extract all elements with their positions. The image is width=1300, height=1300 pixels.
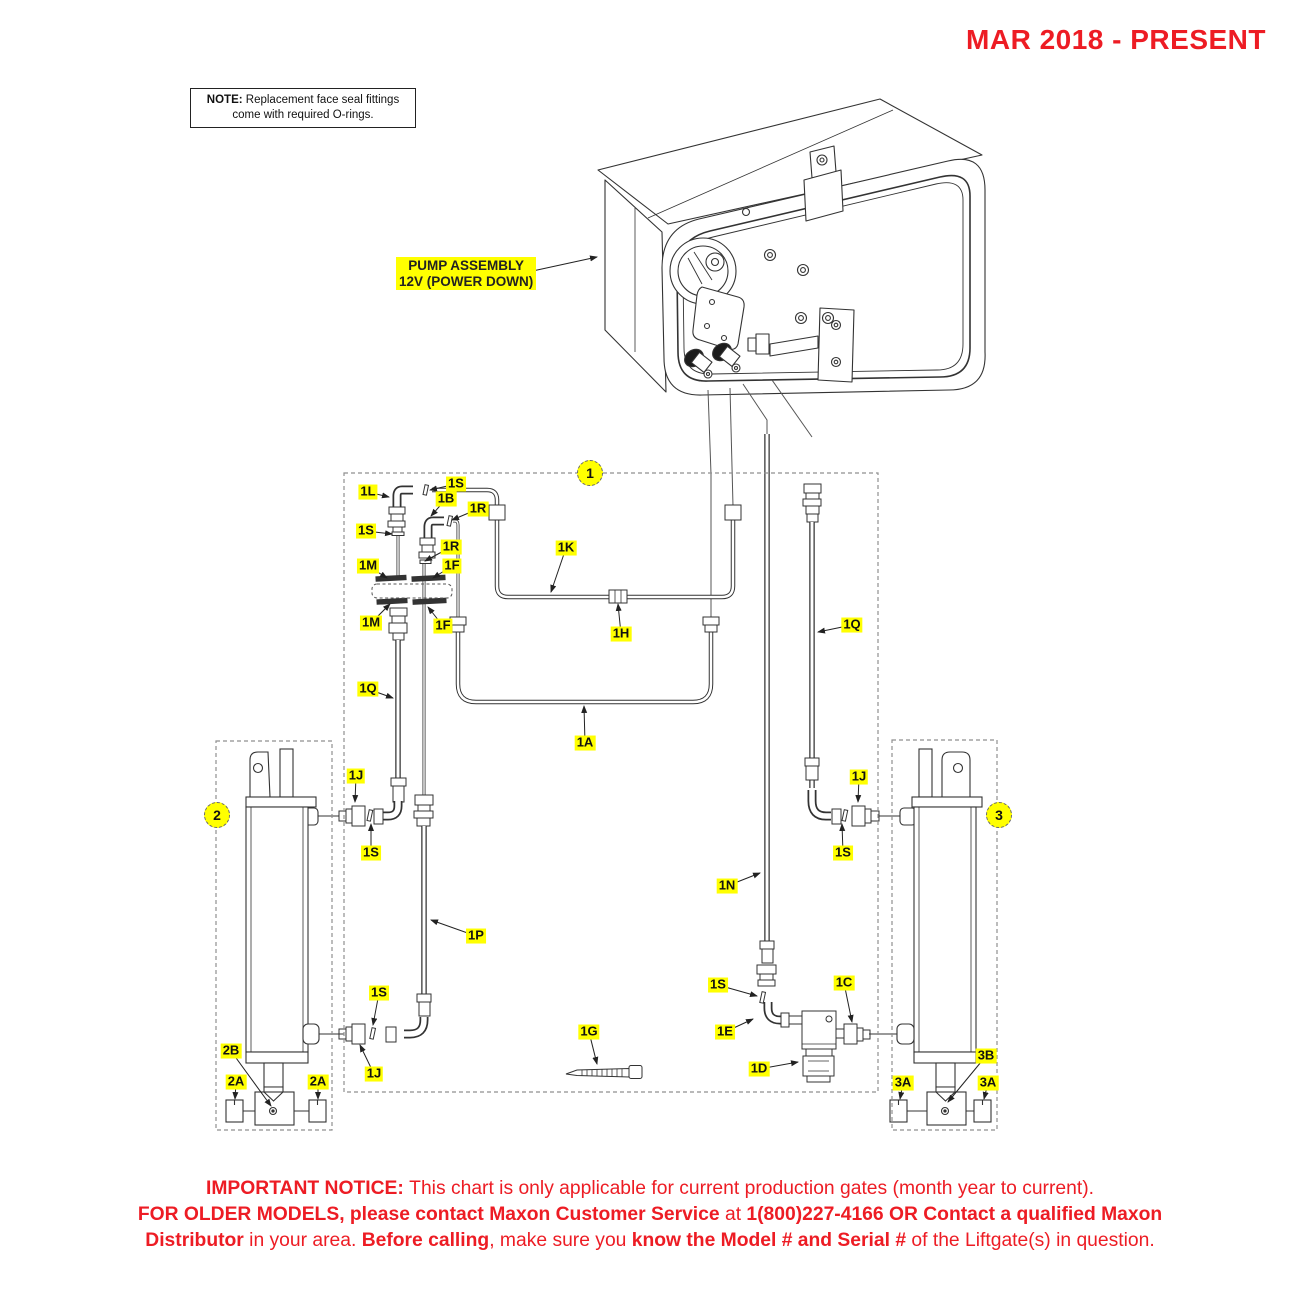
pump-assembly-drawing (598, 99, 985, 395)
callout-label-1S: 1S (448, 475, 464, 491)
callout-label-2B: 2B (222, 1042, 240, 1058)
hose-kit-drawing (317, 434, 902, 1082)
callout-label-2A: 2A (227, 1073, 245, 1089)
callout-label-1S: 1S (363, 844, 379, 860)
pump-assembly-label (396, 257, 536, 290)
callout-label-1S: 1S (371, 984, 387, 1000)
note-line1: Replacement face seal fittings (245, 94, 400, 106)
cylinder-3-drawing (869, 749, 991, 1125)
callout-label-1L: 1L (360, 483, 376, 499)
callout-label-1N: 1N (718, 877, 736, 893)
group-marker-1: 1 (577, 460, 603, 486)
notice-line-1: IMPORTANT NOTICE: This chart is only applicable for current production gates (month year to current). (206, 1178, 1094, 1199)
callout-label-1E: 1E (717, 1023, 733, 1039)
cable-tie-drawing (566, 1066, 642, 1079)
important-notice (60, 1176, 1240, 1254)
callout-label-1F: 1F (435, 617, 451, 633)
callout-label-1M: 1M (361, 614, 381, 630)
notice-line-2: FOR OLDER MODELS, please contact Maxon Customer Service at 1(800)227-4166 OR Contact a qualified Maxon (137, 1204, 1163, 1225)
callout-label-1S: 1S (358, 522, 374, 538)
callout-label-1R: 1R (442, 538, 460, 554)
callout-label-1J: 1J (366, 1065, 382, 1081)
callout-label-1G: 1G (580, 1023, 598, 1039)
callout-label-3B: 3B (977, 1047, 995, 1063)
callout-label-1J: 1J (348, 767, 364, 783)
callout-label-1D: 1D (750, 1060, 768, 1076)
date-range-title: MAR 2018 - PRESENT (966, 24, 1266, 55)
callout-label-1F: 1F (444, 557, 460, 573)
callout-label-1J: 1J (851, 768, 867, 784)
group-boxes (216, 473, 997, 1130)
callout-label-2A: 2A (309, 1073, 327, 1089)
callout-label-1P: 1P (468, 927, 484, 943)
callout-label-1B: 1B (437, 490, 455, 506)
callout-label-1S: 1S (835, 844, 851, 860)
callout-label-1A: 1A (576, 734, 594, 750)
callout-label-1C: 1C (835, 974, 853, 990)
callout-label-1Q: 1Q (359, 680, 377, 696)
pump-label-line1: PUMP ASSEMBLY (408, 258, 525, 273)
callout-label-1S: 1S (710, 976, 726, 992)
group-marker-2: 2 (204, 802, 230, 828)
callout-label-3A: 3A (979, 1074, 997, 1090)
note-box (190, 88, 416, 128)
note-line2: come with required O-rings. (232, 108, 374, 121)
callout-label-1M: 1M (358, 557, 378, 573)
pump-label-leader (528, 257, 597, 272)
note-prefix: NOTE: (206, 94, 243, 106)
callout-label-1H: 1H (612, 625, 630, 641)
notice-line-3: Distributor in your area. Before calling, make sure you know the Model # and Serial # of the Liftgate(s) in question. (145, 1230, 1155, 1251)
callout-label-1K: 1K (557, 539, 575, 555)
group-marker-3: 3 (986, 802, 1012, 828)
callout-label-3A: 3A (894, 1074, 912, 1090)
pump-label-line2: 12V (POWER DOWN) (399, 273, 534, 289)
callout-label-1Q: 1Q (843, 616, 861, 632)
pump-connection-lines (708, 380, 812, 620)
callout-label-1R: 1R (469, 500, 487, 516)
